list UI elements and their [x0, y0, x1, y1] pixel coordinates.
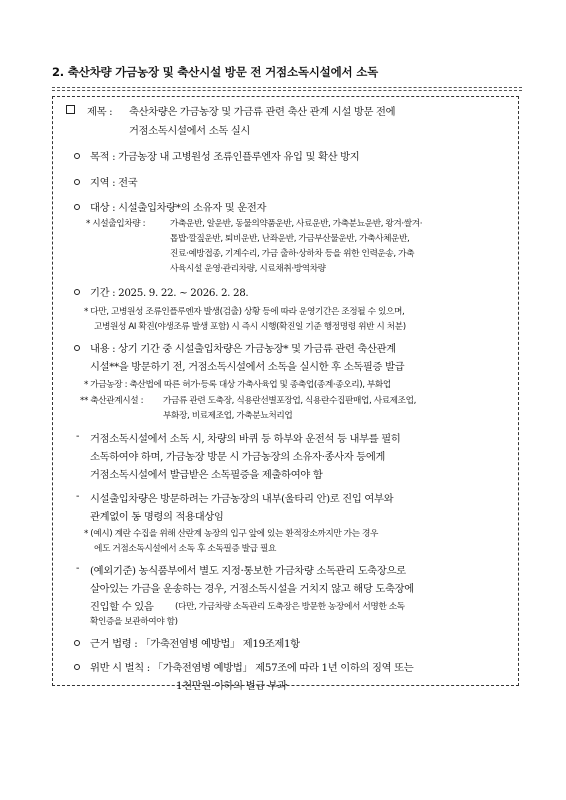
- vehicles-note-label: * 시설출입차량 :: [86, 219, 146, 229]
- dash1-line-1: 거점소독시설에서 소독 시, 차량의 바퀴 등 하부와 운전석 등 내부를 필히: [90, 433, 401, 445]
- vehicles-line-1: 가축운반, 알운반, 동물의약품운반, 사료운반, 가축분뇨운반, 왕겨·쌀겨·: [170, 219, 423, 229]
- content-line-2: 시설**을 방문하기 전, 거점소독시설에서 소독을 실시한 후 소독필증 발급: [90, 361, 405, 373]
- vehicles-line-2: 톱밥·깔짚운반, 퇴비운반, 난좌운반, 가금부산물운반, 가축사체운반,: [170, 234, 410, 244]
- circle-bullet-icon: [74, 153, 80, 159]
- section-heading: 2. 축산차량 가금농장 및 축산시설 방문 전 거점소독시설에서 소독: [52, 65, 379, 79]
- content-line-1: 내용 : 상기 기간 중 시설출입차량은 가금농장* 및 가금류 관련 축산관계: [90, 343, 396, 355]
- penalty-line-1: 위반 시 벌칙 : 「가축전염병 예방법」 제57조에 따라 1년 이하의 징역 또는: [90, 662, 414, 674]
- circle-bullet-icon: [74, 179, 80, 185]
- vehicles-line-3: 진료·예방접종, 기계수리, 가금 출하·상하차 등을 위한 인력운송, 가축: [170, 249, 415, 259]
- period-text: 기간 : 2025. 9. 22. ~ 2026. 2. 28.: [90, 287, 249, 299]
- penalty-line-2: 1천만원 이하의 벌금 부과: [176, 680, 287, 692]
- dash2-line-2: 관계없이 동 명령의 적용대상임: [90, 511, 224, 523]
- vehicles-line-4: 사육시설 운영·관리차량, 시료채취·방역차량: [170, 264, 326, 274]
- dash1-line-3: 거점소독시설에서 발급받은 소독필증을 제출하여야 함: [90, 469, 323, 481]
- facility-note-label: ** 축산관계시설 :: [80, 396, 144, 406]
- circle-bullet-icon: [74, 345, 80, 351]
- checkbox-square-icon: [66, 105, 75, 114]
- example-line-2: 에도 거점소독시설에서 소독 후 소독필증 발급 필요: [94, 544, 277, 554]
- dash3-line-3b: (다만, 가금차량 소독관리 도축장은 방문한 농장에서 서명한 소독: [175, 602, 405, 612]
- dash3-line-2: 살아있는 가금을 운송하는 경우, 거점소독시설을 거치지 않고 해당 도축장에: [90, 583, 414, 595]
- dash-bullet: -: [76, 562, 80, 574]
- circle-bullet-icon: [74, 640, 80, 646]
- period-note-line-2: 고병원성 AI 확진(야생조류 발생 포함) 시 즉시 시행(확진일 기준 행정명령 위반 시 처분): [94, 322, 406, 332]
- title-line-2: 거점소독시설에서 소독 실시: [129, 125, 251, 137]
- example-line-1: * (예시) 계란 수집을 위해 산란계 농장의 입구 앞에 있는 환적장소까지만 가는 경우: [84, 529, 379, 539]
- circle-bullet-icon: [74, 204, 80, 210]
- facility-line-2: 부화장, 비료제조업, 가축분뇨처리업: [163, 411, 293, 421]
- dash1-line-2: 소독하여야 하며, 가금농장 방문 시 가금농장의 소유자·종사자 등에게: [90, 451, 386, 463]
- dash2-line-1: 시설출입차량은 방문하려는 가금농장의 내부(울타리 안)로 진입 여부와: [90, 493, 394, 505]
- circle-bullet-icon: [74, 664, 80, 670]
- title-label: 제목 :: [87, 106, 113, 118]
- circle-bullet-icon: [74, 289, 80, 295]
- dash-bullet: -: [76, 490, 80, 502]
- dash3-line-4: 확인증을 보관하여야 함): [90, 617, 178, 627]
- region-text: 지역 : 전국: [90, 177, 138, 189]
- heading-rule-top: [52, 87, 522, 88]
- dash3-line-1: (예외기준) 농식품부에서 별도 지정·통보한 가금차량 소독관리 도축장으로: [90, 565, 406, 577]
- law-text: 근거 법령 : 「가축전염병 예방법」 제19조제1항: [90, 638, 300, 650]
- facility-line-1: 가금류 관련 도축장, 식용란선별포장업, 식용란수집판매업, 사료제조업,: [163, 396, 417, 406]
- title-line-1: 축산차량은 가금농장 및 가금류 관련 축산 관계 시설 방문 전에: [129, 106, 396, 118]
- target-text: 대상 : 시설출입차량*의 소유자 및 운전자: [90, 202, 267, 214]
- heading-rule-bottom: [52, 90, 522, 91]
- farm-note: * 가금농장 : 축산법에 따른 허가·등록 대상 가축사육업 및 종축업(종계·종오리), 부화업: [84, 380, 391, 390]
- period-note-line-1: * 다만, 고병원성 조류인플루엔자 발생(검출) 상황 등에 따라 운영기간은 조정될 수 있으며,: [84, 307, 405, 317]
- purpose-text: 목적 : 가금농장 내 고병원성 조류인플루엔자 유입 및 확산 방지: [90, 151, 360, 163]
- dash-bullet: -: [76, 430, 80, 442]
- dash3-line-3a: 진입할 수 있음: [90, 601, 154, 613]
